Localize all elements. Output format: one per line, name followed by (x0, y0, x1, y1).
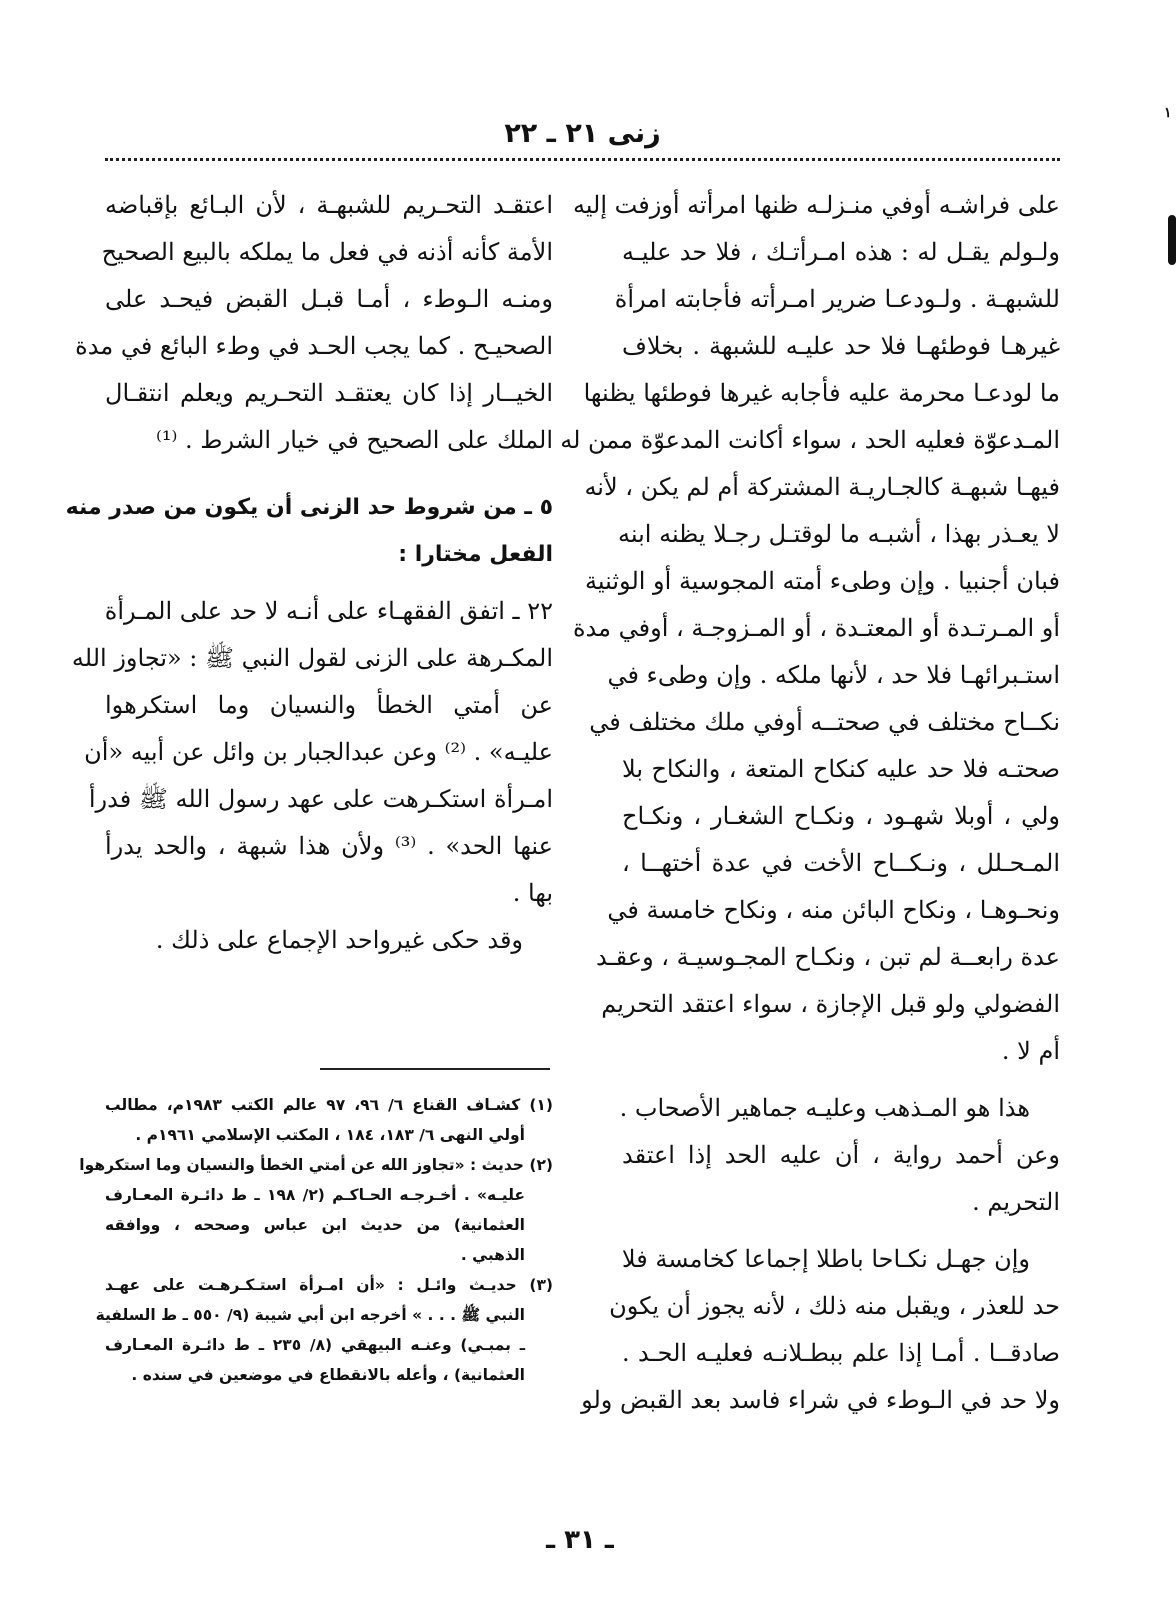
binding-edge-mark (1168, 215, 1176, 265)
text-line: ما لودعـا محرمة عليه فأجابه غيرها فوطئها يظنها (583, 379, 1060, 407)
text-line: على فراشـه أوفي منـزلـه ظنها امرأته أوزفت إليه (572, 191, 1060, 219)
page-number: ـ ٣١ ـ (546, 1525, 614, 1555)
footnotes (79, 1090, 553, 1390)
right-column (560, 182, 1060, 1424)
text-line: المـدعوّة فعليه الحد ، سواء أكانت المدعوّة ممن له (560, 426, 1060, 454)
footnote-line: الذهبي . (460, 1246, 525, 1264)
footnote-item: (٣) حديـث وائـل : «أن امـرأة استـكـرهـت على عهـد (105, 1276, 553, 1294)
left-column (65, 182, 553, 964)
text-line: ولي ، أوبلا شهـود ، ونكـاح الشغـار ، ونكـاح (622, 802, 1060, 830)
text-line: عدة رابعــة لم تبن ، ونكـاح المجـوسيـة ، وعقـد (595, 943, 1060, 971)
text-line: أو المـرتـدة أو المعتـدة ، أو المـزوجـة ، أوفي مدة (572, 614, 1060, 642)
right-paragraph-2 (619, 1085, 1060, 1226)
text-line: أم لا . (1001, 1037, 1060, 1065)
footnote-rule (320, 1068, 550, 1070)
text-line: الخيــار إذا كان يعتقـد التحـريم ويعلم انتقـال (105, 379, 553, 407)
text-line: الملك على الصحيح في خيار الشرط . ⁽¹⁾ (155, 426, 553, 454)
text-line: ولـولم يقـل له : هذه امـرأتـك ، فلا حد عليـه (622, 238, 1060, 266)
text-line: وعن أحمد رواية ، أن عليه الحد إذا اعتقد (622, 1141, 1060, 1169)
text-line: للشبهـة . ولـودعـا ضرير امـرأته فأجابته امرأة (614, 285, 1060, 313)
footnote-line: النبي ﷺ . . . » أخرجه ابن أبي شيبة (٩/ ٥٥٠ ـ ط السلفية (95, 1306, 525, 1324)
text-line: هذا هو المـذهب وعليـه جماهير الأصحاب . (619, 1094, 1030, 1122)
right-paragraph-1 (560, 182, 1060, 1075)
text-line: التحريم . (972, 1188, 1060, 1216)
text-line: فبان أجنبيا . وإن وطىء أمته المجوسية أو الوثنية (585, 567, 1060, 595)
text-line: صحتـه فلا حد عليه كنكاح المتعة ، والنكاح بلا (622, 755, 1060, 783)
footnote-line: عليـه» . أخـرجـه الحـاكـم (٢/ ١٩٨ ـ ط دائـرة المعـارف (105, 1186, 525, 1204)
text-line: الأمة كأنه أذنه في فعل ما يملكه بالبيع الصحيح (101, 238, 553, 266)
text-line: وإن جهـل نكـاحا باطلا إجماعا كخامسة فلا (621, 1245, 1030, 1273)
text-line: نكــاح مختلف في صحتــه أوفي ملك مختلف في (589, 708, 1060, 736)
text-line: بها . (512, 879, 553, 907)
text-line: ونحـوهـا ، ونكاح البائن منه ، ونكاح خامسة في (607, 896, 1060, 924)
text-line: لا يعـذر بهذا ، أشبـه ما لوقتـل رجـلا يظنه ابنه (617, 520, 1060, 548)
text-line: ٢٢ ـ اتفق الفقهـاء على أنـه لا حد على المـرأة (104, 597, 553, 625)
text-line: استـبرائهـا فلا حد ، لأنها ملكه . وإن وطىء في (607, 661, 1060, 689)
text-line: امـرأة استكـرهت على عهد رسول الله ﷺ فدرأ (88, 785, 553, 813)
footnote-item: (١) كشـاف القناع ٦/ ٩٦، ٩٧ عالم الكتب ١٩٨٣م، مطالب (105, 1096, 553, 1114)
footnote-line: العثمانية) من حديث ابن عباس وصححه ، ووافقه (105, 1216, 525, 1234)
text-line: عليـه» . ⁽²⁾ وعن عبدالجبار بن وائل عن أبيه «أن (84, 738, 553, 766)
section-heading (65, 484, 553, 578)
heading-line: الفعل مختارا : (398, 542, 553, 567)
text-line: الفضولي ولو قبل الإجازة ، سواء اعتقد التحريم (601, 990, 1060, 1018)
running-header: زنى ٢١ ـ ٢٢ (504, 118, 661, 149)
edge-mark: ١ (1164, 105, 1172, 121)
footnote-line: ـ بمبـي) وعنـه البيهقي (٨/ ٢٣٥ ـ ط دائـرة المعـارف (105, 1336, 525, 1354)
text-line: اعتقـد التحـريم للشبهـة ، لأن البـائع بإقباضه (105, 191, 553, 219)
heading-line: ٥ ـ من شروط حد الزنى أن يكون من صدر منه (65, 495, 553, 520)
text-line: غيرهـا فوطئهـا فلا حد عليـه للشبهة . بخلاف (622, 332, 1060, 360)
text-line: عنها الحد» . ⁽³⁾ ولأن هذا شبهة ، والحد يدرأ (105, 832, 553, 860)
text-line: الصحيـح . كما يجب الحـد في وطء البائع في مدة (75, 332, 553, 360)
text-line: ومنـه الـوطء ، أمـا قبـل القبض فيحـد على (105, 285, 553, 313)
left-paragraph-3: وقد حكى غيرواحد الإجماع على ذلك . (155, 926, 523, 954)
text-line: حد للعذر ، ويقبل منه ذلك ، لأنه يجوز أن يكون (609, 1292, 1060, 1320)
footnote-line: العثمانية) ، وأعله بالانقطاع في موضعين في سنده . (131, 1366, 525, 1384)
footnote-line: أولي النهى ٦/ ١٨٣، ١٨٤ ، المكتب الإسلامي ١٩٦١م . (135, 1126, 525, 1144)
text-line: المكـرهة على الزنى لقول النبي ﷺ : «تجاوز الله (71, 644, 553, 672)
right-paragraph-3 (581, 1236, 1060, 1424)
text-line: ولا حد في الـوطء في شراء فاسد بعد القبض ولو (581, 1386, 1060, 1414)
footnote-item: (٢) حديث : «تجاوز الله عن أمتي الخطأ والنسيان وما استكرهوا (79, 1156, 553, 1174)
left-paragraph-1 (75, 182, 553, 464)
text-line: فيهـا شبهـة كالجـاريـة المشتركة أم لم يكن ، لأنه (584, 473, 1060, 501)
header-dotted-rule (105, 158, 1060, 161)
text-line: عن أمتي الخطأ والنسيان وما استكرهوا (105, 691, 553, 719)
text-line: صادقــا . أمـا إذا علم ببطـلانـه فعليـه الحـد . (622, 1339, 1060, 1367)
text-line: المـحـلل ، ونـكــاح الأخت في عدة أختهــا ، (622, 849, 1060, 877)
left-paragraph-2 (71, 588, 553, 917)
